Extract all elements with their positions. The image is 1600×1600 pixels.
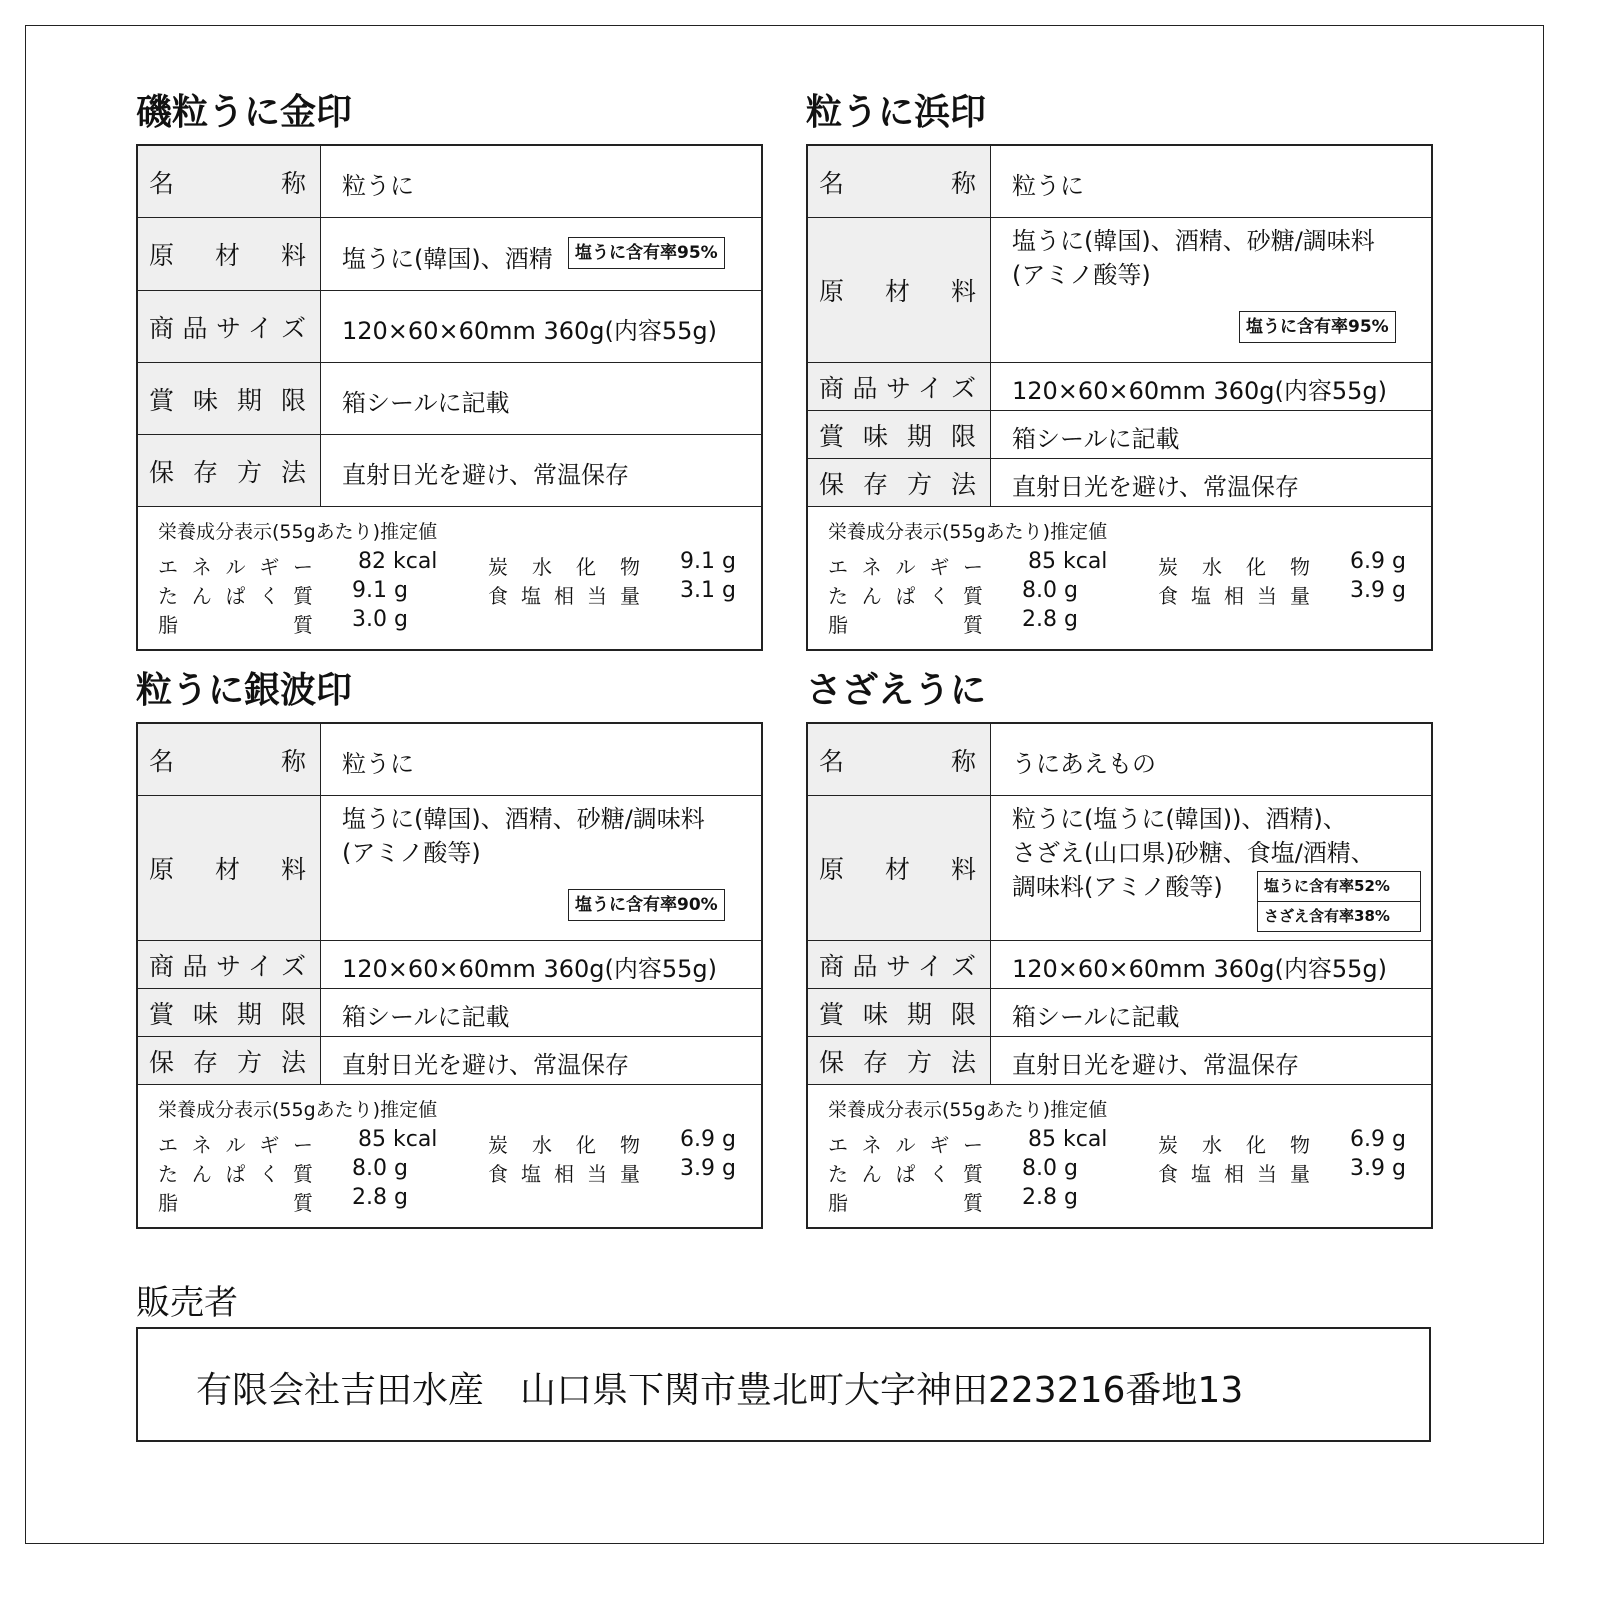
label-protein: たんぱく質 — [828, 584, 983, 608]
value-size: 120×60×60mm 360g(内容55g) — [1012, 955, 1388, 983]
nutrition-panel — [808, 507, 1431, 649]
label-expiry: 賞味期限 — [138, 989, 321, 1036]
product-table — [136, 144, 763, 651]
value-ingredients: 塩うに(韓国)、酒精、砂糖/調味料 (アミノ酸等) 塩うに含有率95% — [991, 218, 1431, 362]
row-name — [808, 146, 1431, 218]
value-ingredients: 粒うに(塩うに(韓国))、酒精)、 さざえ(山口県)砂糖、食塩/酒精、 調味料(アミノ酸等) 塩うに含有率52% さざえ含有率38% — [991, 796, 1431, 940]
nutrition-title: 栄養成分表示(55gあたり)推定値 — [828, 1099, 1108, 1121]
label-carbs: 炭水化物 — [1158, 1133, 1310, 1157]
value-energy: 82 kcal — [358, 549, 438, 574]
value-carbs: 6.9 g — [1350, 549, 1406, 574]
value-storage: 直射日光を避け、常温保存 — [1012, 473, 1300, 501]
content-rate-badge: 塩うに含有率90% — [568, 889, 725, 921]
value-carbs: 9.1 g — [680, 549, 736, 574]
label-storage: 保存方法 — [138, 435, 321, 506]
sazae-content-rate: さざえ含有率38% — [1264, 907, 1390, 925]
label-energy: エネルギー — [158, 1133, 313, 1157]
row-expiry — [808, 989, 1431, 1037]
row-name — [138, 146, 761, 218]
row-ingredients — [138, 796, 761, 941]
label-carbs: 炭水化物 — [488, 555, 640, 579]
value-ingredients: 塩うに(韓国)、酒精 塩うに含有率95% — [321, 218, 761, 290]
nutrition-panel — [808, 1085, 1431, 1227]
value-energy: 85 kcal — [358, 1127, 438, 1152]
label-salt: 食塩相当量 — [488, 1162, 640, 1186]
product-table — [136, 722, 763, 1229]
label-ingredients: 原材料 — [808, 796, 991, 940]
label-size: 商品サイズ — [808, 363, 991, 410]
content-rate-badge: 塩うに含有率95% — [1239, 311, 1396, 343]
seller-box — [136, 1327, 1431, 1442]
label-protein: たんぱく質 — [158, 1162, 313, 1186]
value-salt: 3.1 g — [680, 578, 736, 603]
product-title: 粒うに浜印 — [806, 92, 987, 133]
seller-info: 有限会社吉田水産 山口県下関市豊北町大字神田223216番地13 — [196, 1370, 1244, 1411]
value-energy: 85 kcal — [1028, 1127, 1108, 1152]
label-size: 商品サイズ — [808, 941, 991, 988]
value-energy: 85 kcal — [1028, 549, 1108, 574]
value-expiry: 箱シールに記載 — [342, 389, 510, 417]
label-fat: 脂質 — [158, 613, 313, 637]
value-name: 粒うに — [342, 172, 414, 200]
value-fat: 2.8 g — [352, 1185, 408, 1210]
uni-content-rate: 塩うに含有率52% — [1258, 872, 1420, 902]
value-size: 120×60×60mm 360g(内容55g) — [342, 317, 718, 345]
value-fat: 2.8 g — [1022, 607, 1078, 632]
row-size — [808, 941, 1431, 989]
label-storage: 保存方法 — [138, 1037, 321, 1084]
content-rate-badges — [1257, 871, 1421, 932]
value-expiry: 箱シールに記載 — [1012, 425, 1180, 453]
value-size: 120×60×60mm 360g(内容55g) — [342, 955, 718, 983]
label-fat: 脂質 — [158, 1191, 313, 1215]
label-expiry: 賞味期限 — [808, 411, 991, 458]
row-expiry — [808, 411, 1431, 459]
row-storage — [808, 459, 1431, 507]
value-expiry: 箱シールに記載 — [1012, 1003, 1180, 1031]
value-name: 粒うに — [342, 750, 414, 778]
label-fat: 脂質 — [828, 1191, 983, 1215]
label-name: 名称 — [808, 724, 991, 795]
value-protein: 8.0 g — [1022, 578, 1078, 603]
product-title: 粒うに銀波印 — [136, 670, 353, 711]
product-table — [806, 722, 1433, 1229]
nutrition-panel — [138, 507, 761, 649]
label-size: 商品サイズ — [138, 291, 321, 362]
label-carbs: 炭水化物 — [1158, 555, 1310, 579]
label-size: 商品サイズ — [138, 941, 321, 988]
value-fat: 3.0 g — [352, 607, 408, 632]
label-storage: 保存方法 — [808, 459, 991, 506]
label-storage: 保存方法 — [808, 1037, 991, 1084]
row-size — [138, 941, 761, 989]
row-expiry — [138, 989, 761, 1037]
value-storage: 直射日光を避け、常温保存 — [342, 1051, 630, 1079]
value-protein: 8.0 g — [1022, 1156, 1078, 1181]
value-carbs: 6.9 g — [1350, 1127, 1406, 1152]
value-ingredients: 塩うに(韓国)、酒精、砂糖/調味料 (アミノ酸等) 塩うに含有率90% — [321, 796, 761, 940]
label-carbs: 炭水化物 — [488, 1133, 640, 1157]
row-ingredients — [808, 218, 1431, 363]
value-name: 粒うに — [1012, 172, 1084, 200]
label-expiry: 賞味期限 — [138, 363, 321, 434]
value-storage: 直射日光を避け、常温保存 — [342, 461, 630, 489]
label-name: 名称 — [138, 146, 321, 217]
value-carbs: 6.9 g — [680, 1127, 736, 1152]
row-storage — [138, 435, 761, 507]
row-ingredients — [808, 796, 1431, 941]
value-salt: 3.9 g — [1350, 1156, 1406, 1181]
label-name: 名称 — [138, 724, 321, 795]
value-fat: 2.8 g — [1022, 1185, 1078, 1210]
value-size: 120×60×60mm 360g(内容55g) — [1012, 377, 1388, 405]
label-energy: エネルギー — [828, 555, 983, 579]
row-storage — [138, 1037, 761, 1085]
content-rate-badge: 塩うに含有率95% — [568, 237, 725, 269]
value-storage: 直射日光を避け、常温保存 — [1012, 1051, 1300, 1079]
seller-title: 販売者 — [136, 1283, 238, 1323]
product-table — [806, 144, 1433, 651]
row-size — [138, 291, 761, 363]
row-expiry — [138, 363, 761, 435]
label-name: 名称 — [808, 146, 991, 217]
label-ingredients: 原材料 — [808, 218, 991, 362]
row-name — [808, 724, 1431, 796]
row-ingredients — [138, 218, 761, 291]
label-ingredients: 原材料 — [138, 796, 321, 940]
label-expiry: 賞味期限 — [808, 989, 991, 1036]
nutrition-title: 栄養成分表示(55gあたり)推定値 — [828, 521, 1108, 543]
nutrition-title: 栄養成分表示(55gあたり)推定値 — [158, 1099, 438, 1121]
label-salt: 食塩相当量 — [1158, 584, 1310, 608]
label-ingredients: 原材料 — [138, 218, 321, 290]
label-fat: 脂質 — [828, 613, 983, 637]
value-name: うにあえもの — [1012, 750, 1156, 778]
nutrition-panel — [138, 1085, 761, 1227]
label-protein: たんぱく質 — [828, 1162, 983, 1186]
row-name — [138, 724, 761, 796]
label-protein: たんぱく質 — [158, 584, 313, 608]
row-storage — [808, 1037, 1431, 1085]
nutrition-title: 栄養成分表示(55gあたり)推定値 — [158, 521, 438, 543]
product-title: さざえうに — [806, 670, 987, 711]
product-title: 磯粒うに金印 — [136, 92, 353, 133]
value-expiry: 箱シールに記載 — [342, 1003, 510, 1031]
label-energy: エネルギー — [158, 555, 313, 579]
label-salt: 食塩相当量 — [488, 584, 640, 608]
value-protein: 9.1 g — [352, 578, 408, 603]
value-salt: 3.9 g — [1350, 578, 1406, 603]
label-energy: エネルギー — [828, 1133, 983, 1157]
row-size — [808, 363, 1431, 411]
value-protein: 8.0 g — [352, 1156, 408, 1181]
value-salt: 3.9 g — [680, 1156, 736, 1181]
label-salt: 食塩相当量 — [1158, 1162, 1310, 1186]
